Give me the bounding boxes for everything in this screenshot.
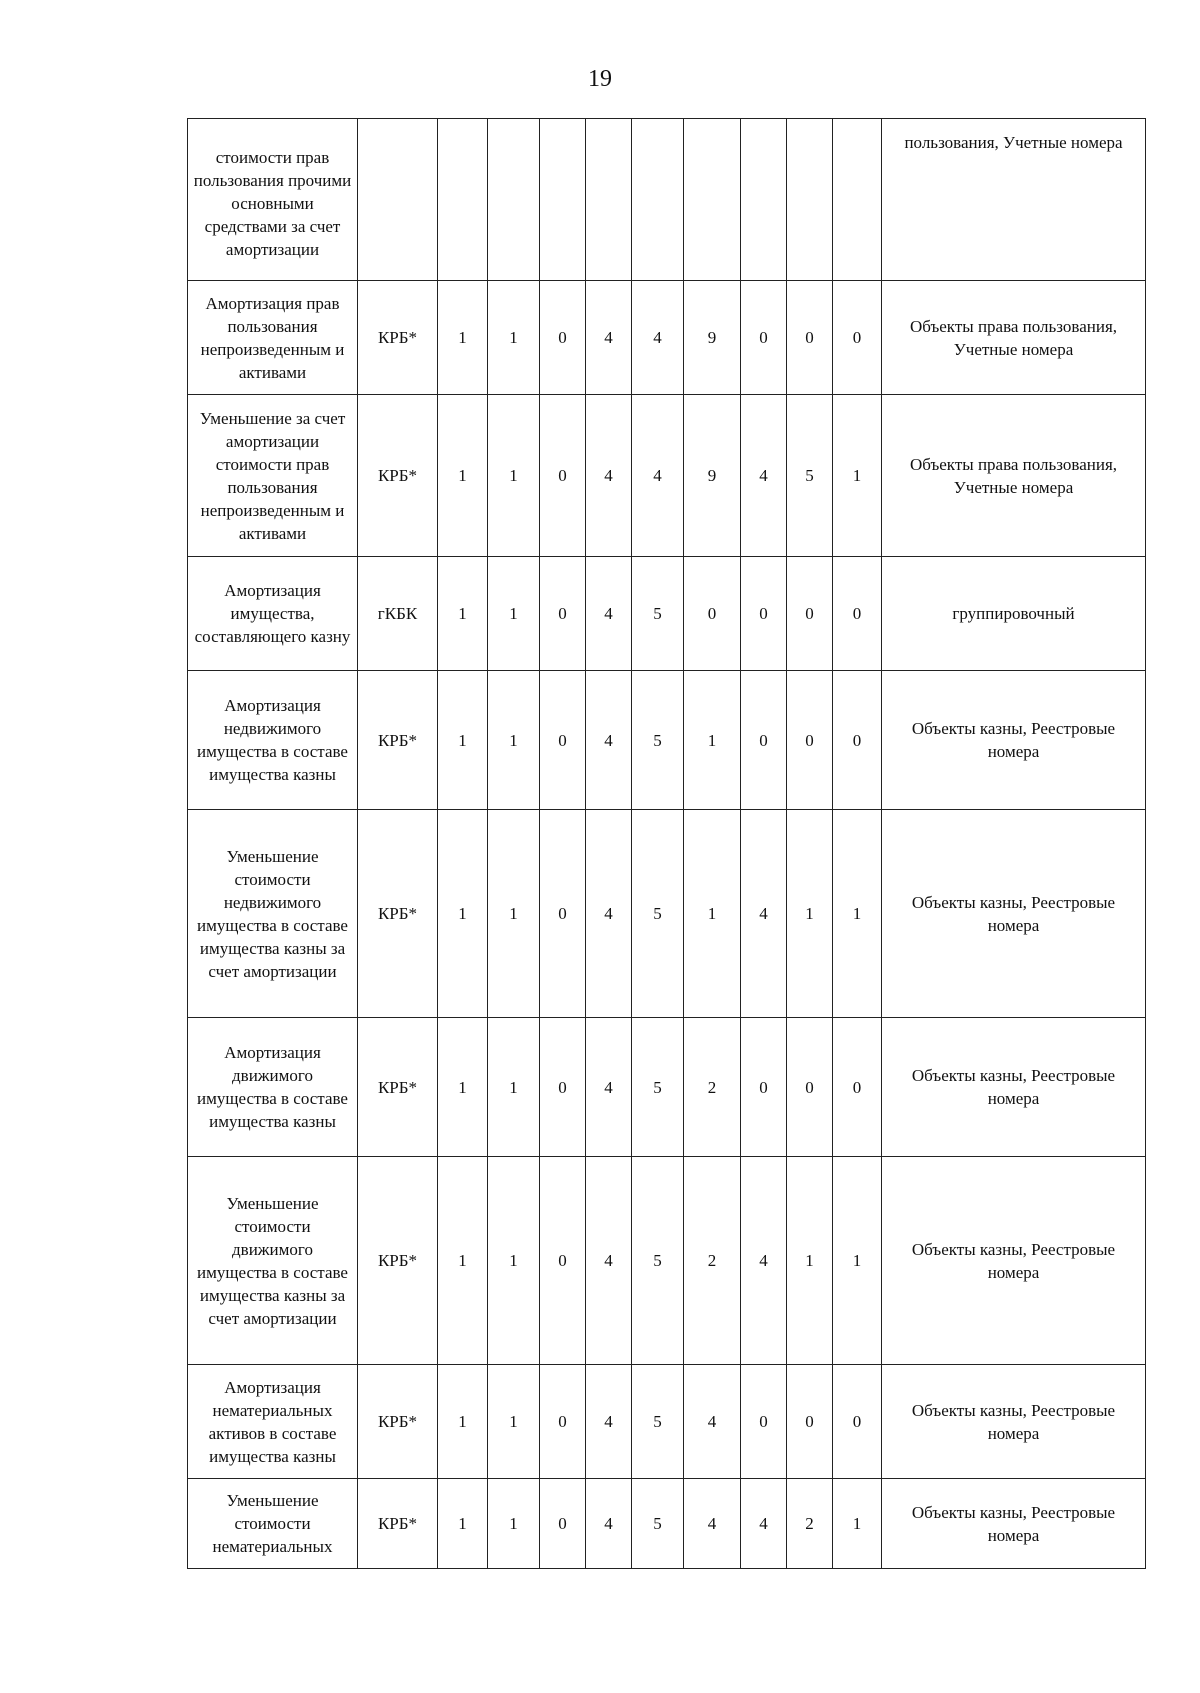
table-row xyxy=(188,810,1146,1018)
account-digit-cell: 1 xyxy=(488,395,540,557)
account-digit-cell: 5 xyxy=(632,810,684,1018)
account-digit-cell: 4 xyxy=(586,281,632,395)
account-digit-cell xyxy=(488,119,540,281)
account-digit-cell: 1 xyxy=(438,1157,488,1365)
account-type-cell: КРБ* xyxy=(358,1018,438,1157)
analytics-cell: Объекты казны, Реестровые номера xyxy=(882,810,1146,1018)
account-digit-cell: 0 xyxy=(540,1365,586,1479)
table-row xyxy=(188,119,1146,281)
account-type-cell: КРБ* xyxy=(358,1157,438,1365)
account-digit-cell: 0 xyxy=(540,1018,586,1157)
accounts-table xyxy=(187,118,1146,1569)
analytics-cell: Объекты казны, Реестровые номера xyxy=(882,1365,1146,1479)
account-digit-cell: 1 xyxy=(787,810,833,1018)
account-digit-cell: 1 xyxy=(488,810,540,1018)
account-name-cell: Уменьшение за счет амортизации стоимости прав пользования непроизведенным и активами xyxy=(188,395,358,557)
account-digit-cell: 9 xyxy=(684,395,741,557)
account-digit-cell: 5 xyxy=(632,557,684,671)
table-row xyxy=(188,281,1146,395)
account-digit-cell: 0 xyxy=(741,1365,787,1479)
account-digit-cell: 0 xyxy=(787,557,833,671)
account-digit-cell: 1 xyxy=(833,1157,882,1365)
account-digit-cell: 0 xyxy=(540,671,586,810)
account-digit-cell: 2 xyxy=(787,1479,833,1569)
account-digit-cell: 1 xyxy=(684,671,741,810)
account-digit-cell: 4 xyxy=(586,1157,632,1365)
account-digit-cell: 4 xyxy=(741,1157,787,1365)
account-type-cell: гКБК xyxy=(358,557,438,671)
account-digit-cell: 4 xyxy=(586,810,632,1018)
account-name-cell: Уменьшение стоимости нематериальных xyxy=(188,1479,358,1569)
account-digit-cell: 1 xyxy=(488,1157,540,1365)
analytics-cell: Объекты казны, Реестровые номера xyxy=(882,1157,1146,1365)
account-digit-cell: 0 xyxy=(787,1018,833,1157)
table-row xyxy=(188,395,1146,557)
account-digit-cell: 5 xyxy=(632,1479,684,1569)
account-digit-cell: 0 xyxy=(741,281,787,395)
account-digit-cell: 1 xyxy=(438,1365,488,1479)
table-row xyxy=(188,1018,1146,1157)
account-digit-cell: 4 xyxy=(586,671,632,810)
account-digit-cell: 1 xyxy=(488,1365,540,1479)
account-type-cell: КРБ* xyxy=(358,1365,438,1479)
account-digit-cell: 0 xyxy=(741,671,787,810)
account-name-cell: Амортизация нематериальных активов в составе имущества казны xyxy=(188,1365,358,1479)
analytics-cell: Объекты казны, Реестровые номера xyxy=(882,671,1146,810)
account-digit-cell: 1 xyxy=(438,1018,488,1157)
account-digit-cell: 1 xyxy=(833,395,882,557)
table-row xyxy=(188,557,1146,671)
analytics-cell: Объекты права пользования, Учетные номера xyxy=(882,395,1146,557)
account-digit-cell xyxy=(632,119,684,281)
account-digit-cell: 0 xyxy=(741,1018,787,1157)
account-digit-cell: 0 xyxy=(741,557,787,671)
account-digit-cell: 4 xyxy=(741,810,787,1018)
account-digit-cell: 1 xyxy=(438,810,488,1018)
account-digit-cell xyxy=(684,119,741,281)
account-digit-cell: 1 xyxy=(438,281,488,395)
account-digit-cell: 1 xyxy=(438,671,488,810)
account-digit-cell: 4 xyxy=(741,1479,787,1569)
account-name-cell: Уменьшение стоимости движимого имущества в составе имущества казны за счет амортизации xyxy=(188,1157,358,1365)
table-row xyxy=(188,671,1146,810)
account-digit-cell xyxy=(787,119,833,281)
account-digit-cell: 4 xyxy=(741,395,787,557)
account-digit-cell: 0 xyxy=(787,281,833,395)
analytics-cell: пользования, Учетные номера xyxy=(882,119,1146,281)
account-digit-cell: 5 xyxy=(787,395,833,557)
account-digit-cell: 5 xyxy=(632,671,684,810)
analytics-cell: Объекты права пользования, Учетные номера xyxy=(882,281,1146,395)
account-name-cell: Амортизация прав пользования непроизведенным и активами xyxy=(188,281,358,395)
table-row xyxy=(188,1157,1146,1365)
account-digit-cell: 4 xyxy=(586,1479,632,1569)
account-digit-cell: 0 xyxy=(833,281,882,395)
account-digit-cell: 4 xyxy=(684,1365,741,1479)
account-name-cell: стоимости прав пользования прочими основными средствами за счет амортизации xyxy=(188,119,358,281)
account-digit-cell xyxy=(833,119,882,281)
account-digit-cell: 1 xyxy=(438,557,488,671)
account-digit-cell: 4 xyxy=(586,1365,632,1479)
account-type-cell: КРБ* xyxy=(358,395,438,557)
account-digit-cell: 5 xyxy=(632,1157,684,1365)
account-type-cell: КРБ* xyxy=(358,671,438,810)
account-name-cell: Уменьшение стоимости недвижимого имущества в составе имущества казны за счет амортизации xyxy=(188,810,358,1018)
account-digit-cell: 0 xyxy=(540,1479,586,1569)
account-digit-cell xyxy=(741,119,787,281)
analytics-cell: группировочный xyxy=(882,557,1146,671)
account-type-cell: КРБ* xyxy=(358,281,438,395)
account-type-cell: КРБ* xyxy=(358,1479,438,1569)
account-digit-cell: 0 xyxy=(787,1365,833,1479)
account-digit-cell: 1 xyxy=(488,1018,540,1157)
analytics-cell: Объекты казны, Реестровые номера xyxy=(882,1018,1146,1157)
account-name-cell: Амортизация движимого имущества в составе имущества казны xyxy=(188,1018,358,1157)
account-digit-cell: 0 xyxy=(540,1157,586,1365)
account-digit-cell: 5 xyxy=(632,1365,684,1479)
account-name-cell: Амортизация недвижимого имущества в составе имущества казны xyxy=(188,671,358,810)
account-digit-cell: 1 xyxy=(488,1479,540,1569)
account-digit-cell: 4 xyxy=(684,1479,741,1569)
account-digit-cell: 9 xyxy=(684,281,741,395)
account-digit-cell: 0 xyxy=(787,671,833,810)
account-digit-cell: 1 xyxy=(488,557,540,671)
account-digit-cell: 2 xyxy=(684,1157,741,1365)
account-digit-cell: 1 xyxy=(488,671,540,810)
account-digit-cell: 1 xyxy=(438,1479,488,1569)
account-digit-cell: 0 xyxy=(540,557,586,671)
account-type-cell: КРБ* xyxy=(358,810,438,1018)
account-digit-cell: 0 xyxy=(833,557,882,671)
account-digit-cell: 1 xyxy=(438,395,488,557)
account-digit-cell: 0 xyxy=(684,557,741,671)
account-digit-cell xyxy=(540,119,586,281)
account-digit-cell: 0 xyxy=(540,395,586,557)
account-digit-cell: 0 xyxy=(833,1018,882,1157)
account-digit-cell: 0 xyxy=(540,281,586,395)
account-digit-cell: 1 xyxy=(833,1479,882,1569)
account-digit-cell: 4 xyxy=(586,1018,632,1157)
account-digit-cell: 4 xyxy=(632,395,684,557)
account-digit-cell: 0 xyxy=(540,810,586,1018)
page-number: 19 xyxy=(588,66,612,92)
account-name-cell: Амортизация имущества, составляющего казну xyxy=(188,557,358,671)
account-digit-cell: 0 xyxy=(833,671,882,810)
account-digit-cell xyxy=(438,119,488,281)
account-digit-cell: 0 xyxy=(833,1365,882,1479)
analytics-cell: Объекты казны, Реестровые номера xyxy=(882,1479,1146,1569)
account-type-cell xyxy=(358,119,438,281)
account-digit-cell: 1 xyxy=(787,1157,833,1365)
account-digit-cell: 1 xyxy=(684,810,741,1018)
account-digit-cell: 1 xyxy=(833,810,882,1018)
table-row xyxy=(188,1479,1146,1569)
account-digit-cell: 4 xyxy=(586,557,632,671)
table-row xyxy=(188,1365,1146,1479)
account-digit-cell xyxy=(586,119,632,281)
account-digit-cell: 2 xyxy=(684,1018,741,1157)
account-digit-cell: 4 xyxy=(586,395,632,557)
account-digit-cell: 5 xyxy=(632,1018,684,1157)
account-digit-cell: 1 xyxy=(488,281,540,395)
account-digit-cell: 4 xyxy=(632,281,684,395)
